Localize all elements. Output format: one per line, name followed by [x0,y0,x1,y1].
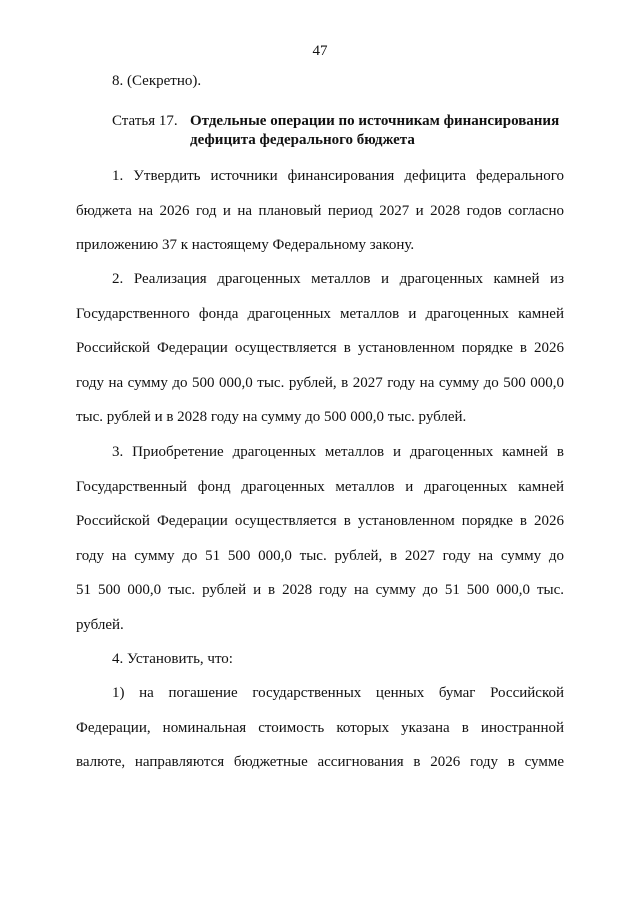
article-number: Статья 17. [112,113,178,129]
paragraph-line: Российской Федерации осуществляется в установленном порядке в 2026 [76,340,564,356]
paragraph-line: тыс. рублей и в 2028 году на сумму до 500 000,0 тыс. рублей. [76,409,467,425]
page-number: 47 [312,43,328,59]
paragraph-4-subitem-1 [76,682,564,786]
paragraph-line: рублей. [76,616,124,633]
paragraph-line: 4. Установить, что: [112,651,233,667]
article-title [190,112,564,150]
article-title-line: Отдельные операции по источникам финансирования [190,113,560,129]
paragraph-3 [76,441,564,648]
paragraph-line: 2. Реализация драгоценных металлов и драгоценных камней из [112,271,564,287]
paragraph-line: году на сумму до 500 000,0 тыс. рублей, в 2027 году на сумму до 500 000,0 [76,374,564,391]
paragraph-line: Государственный фонд драгоценных металлов и драгоценных камней [76,478,564,495]
paragraph-line: Федерации, номинальная стоимость которых указана в иностранной [76,719,564,736]
paragraph-4 [76,648,564,683]
paragraph-line: 51 500 000,0 тыс. рублей и в 2028 году на сумму до 51 500 000,0 тыс. [76,582,564,598]
paragraph-2 [76,268,564,441]
paragraph-line: 1) на погашение государственных ценных бумаг Российской [112,685,564,701]
paragraph-line: Государственного фонда драгоценных металлов и драгоценных камней [76,305,564,322]
paragraph-line: 1. Утвердить источники финансирования дефицита федерального [112,168,564,184]
paragraph-line: году на сумму до 51 500 000,0 тыс. рублей, в 2027 году на сумму до [76,547,564,564]
paragraph-line: приложению 37 к настоящему Федеральному закону. [76,237,415,253]
classified-item-note: 8. (Секретно). [112,73,202,89]
paragraph-line: Российской Федерации осуществляется в установленном порядке в 2026 [76,513,564,529]
paragraph-line: валюте, направляются бюджетные ассигнования в 2026 году в сумме [76,754,564,770]
paragraph-1 [76,165,564,269]
paragraph-line: бюджета на 2026 год и на плановый период 2027 и 2028 годов согласно [76,202,564,219]
article-title-line: дефицита федерального бюджета [190,132,415,148]
paragraph-line: 3. Приобретение драгоценных металлов и драгоценных камней в [112,444,564,460]
